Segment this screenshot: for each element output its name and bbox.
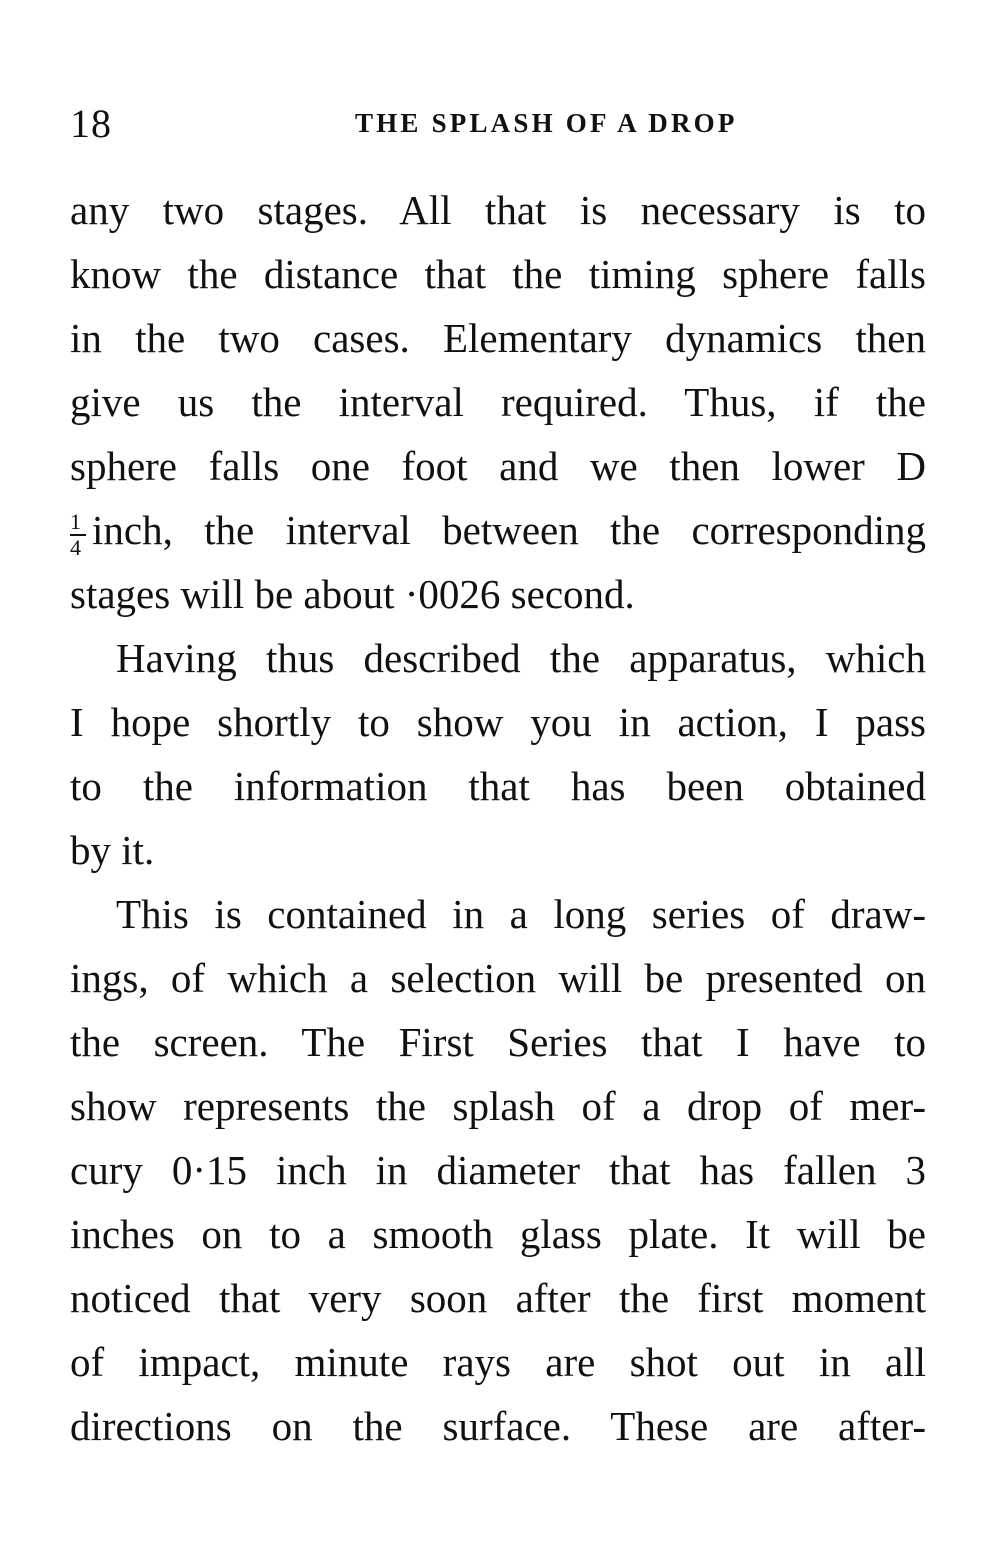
text-line: sphere falls one foot and we then lower D [70,443,926,489]
text-line: ings, of which a selection will be presented on [70,955,926,1001]
text-line: give us the interval required. Thus, if the [70,379,926,425]
text-line: know the distance that the timing sphere falls [70,251,926,297]
text-line: stages will be about ·0026 second. [70,571,635,617]
text-line: I hope shortly to show you in action, I pass [70,699,926,745]
text-line-content: inch, the interval between the corresponding [92,507,926,553]
body-text [70,178,926,1458]
running-head: THE SPLASH OF A DROP [355,108,738,138]
text-line: to the information that has been obtained [70,763,926,809]
text-line: directions on the surface. These are after- [70,1403,926,1449]
text-line: show represents the splash of a drop of mer- [70,1083,926,1129]
text-line: in the two cases. Elementary dynamics then [70,315,926,361]
text-line: any two stages. All that is necessary is to [70,187,926,233]
text-line: This is contained in a long series of draw- [116,891,926,937]
text-line: of impact, minute rays are shot out in all [70,1339,926,1385]
text-line: Having thus described the apparatus, which [116,635,926,681]
fraction-denominator: 4 [70,534,81,560]
text-line: cury 0·15 inch in diameter that has fallen 3 [70,1147,926,1193]
text-line: noticed that very soon after the first moment [70,1275,926,1321]
fraction-one-quarter [70,508,86,560]
text-line: inches on to a smooth glass plate. It will be [70,1211,926,1257]
page-header [70,100,926,150]
text-line: the screen. The First Series that I have to [70,1019,926,1065]
text-line: by it. [70,827,155,873]
text-line-with-fraction [70,498,926,562]
fraction-numerator: 1 [70,511,86,536]
page-number: 18 [70,101,112,146]
